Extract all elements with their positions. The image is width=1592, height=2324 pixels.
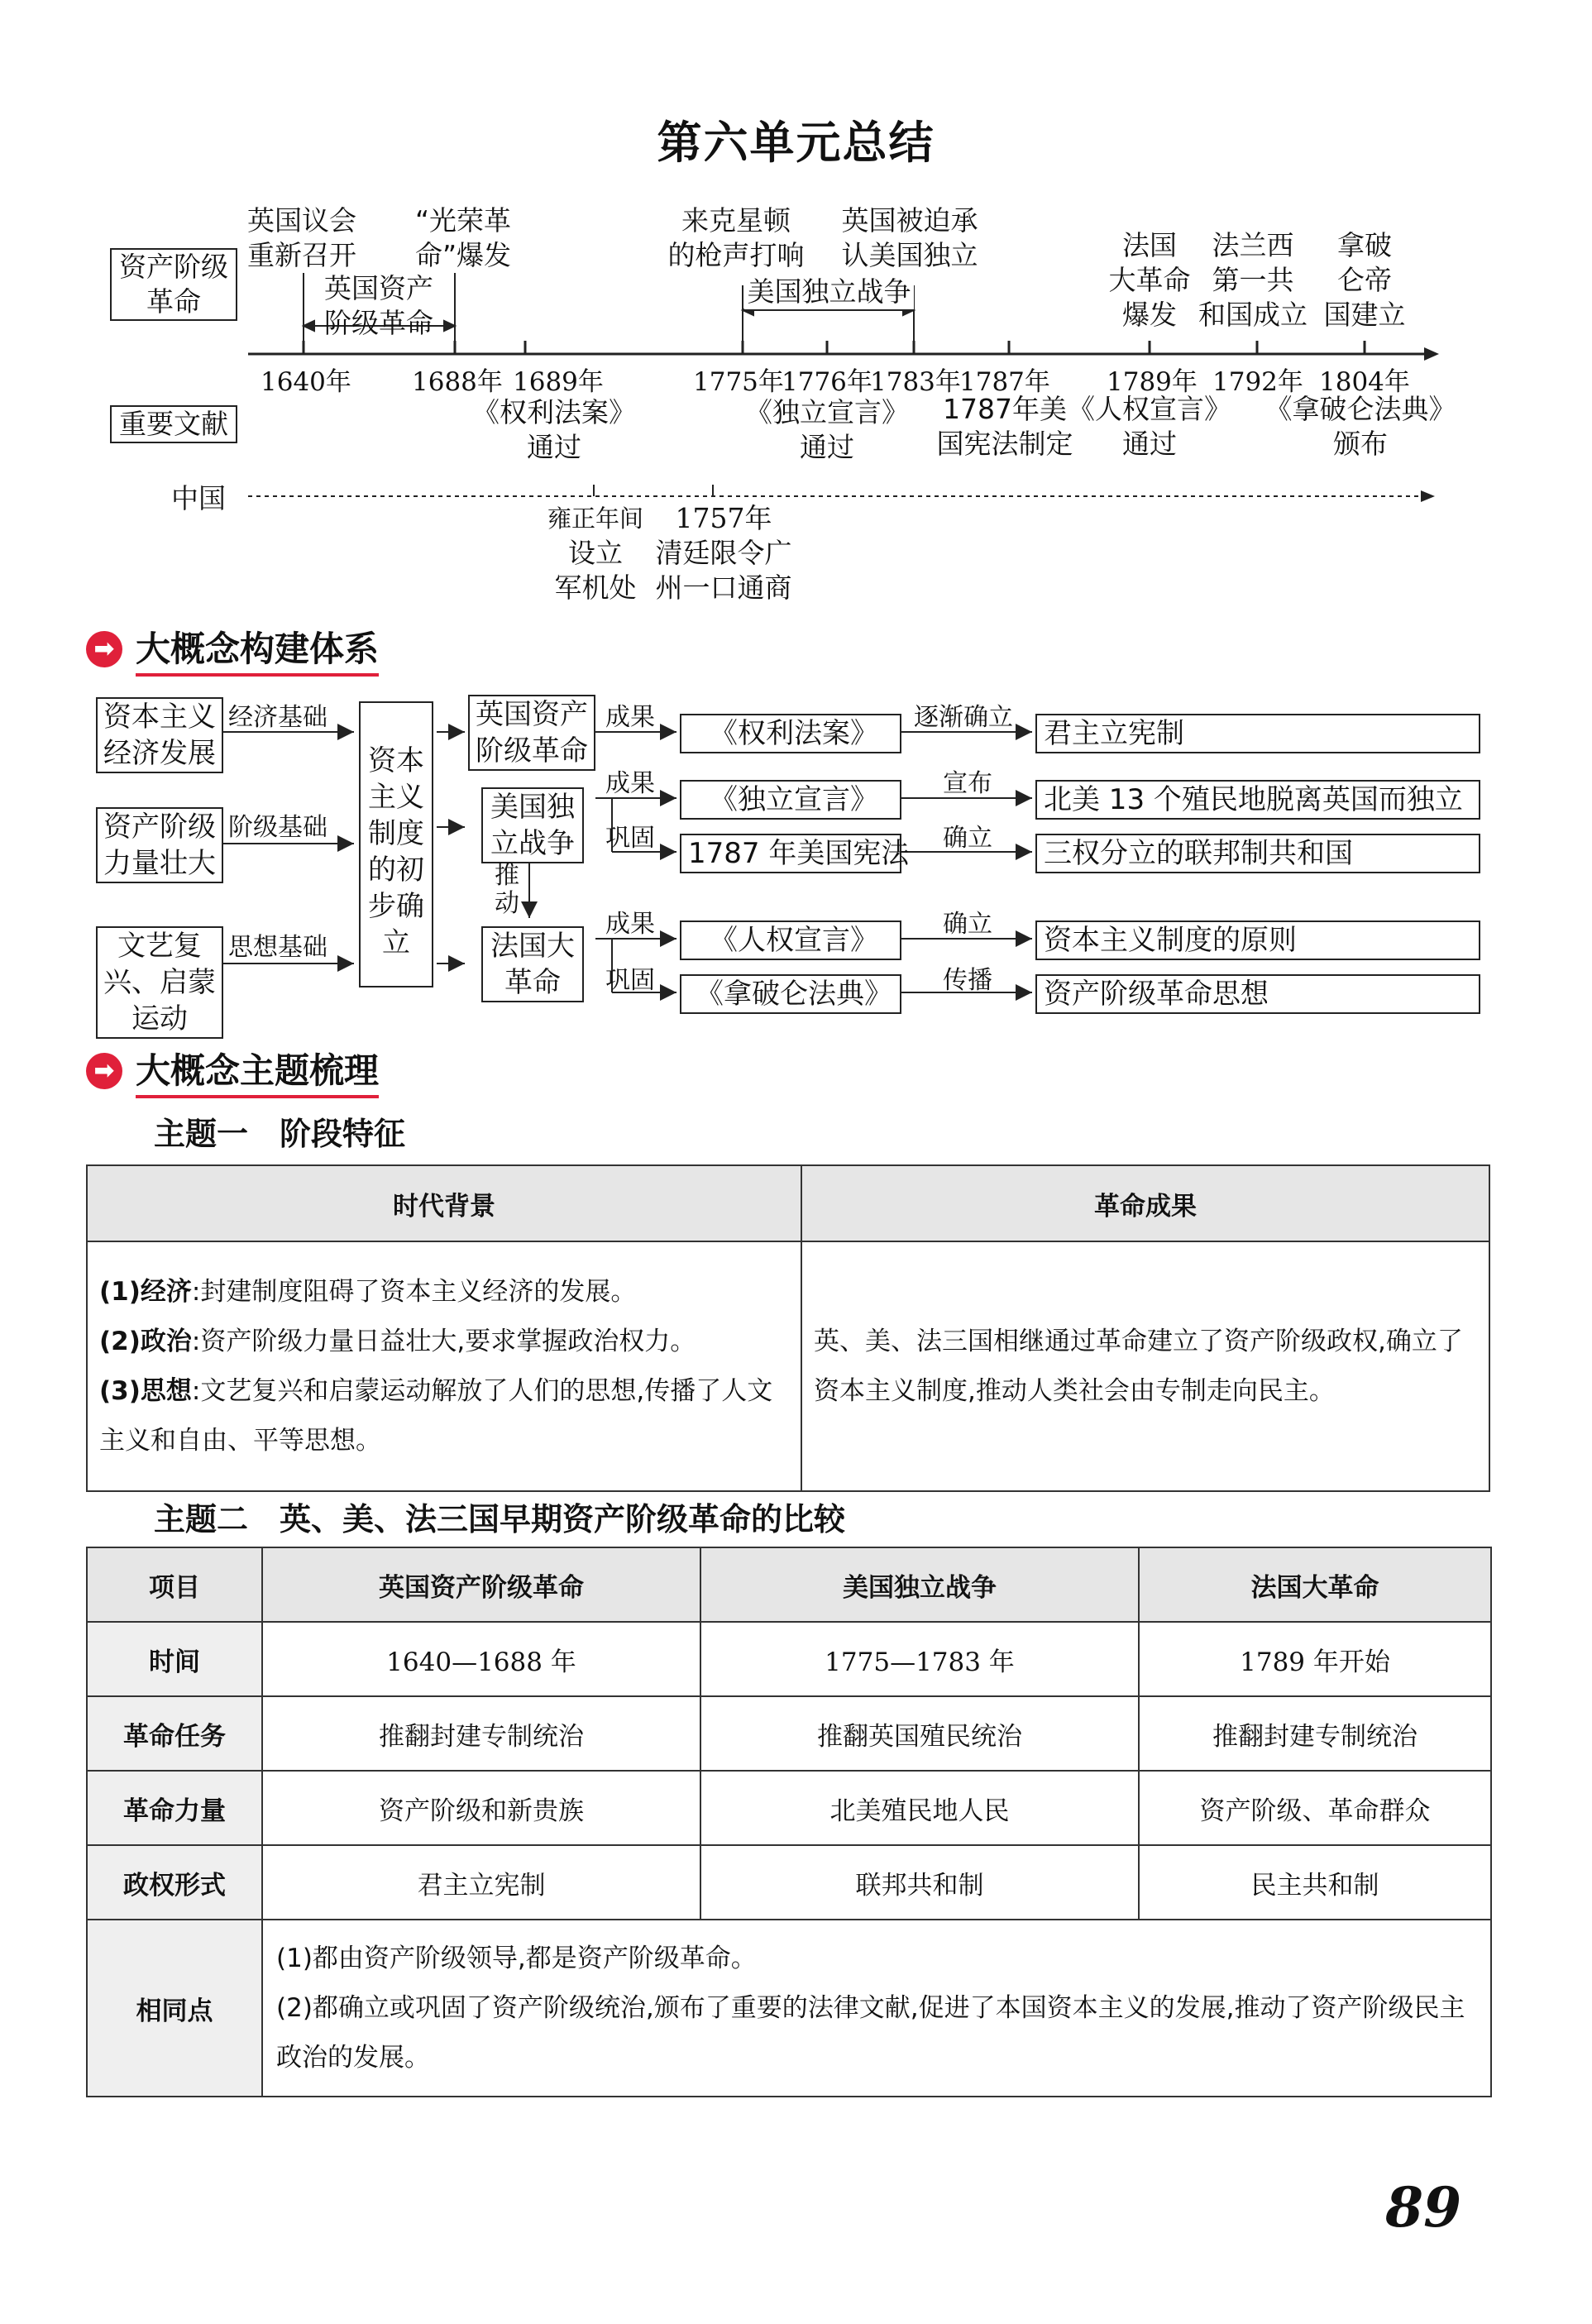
edge-established-2: 确立 bbox=[943, 910, 992, 939]
t2-header-item: 项目 bbox=[87, 1547, 262, 1622]
event-napoleon-empire: 拿破 仑帝 国建立 bbox=[1323, 229, 1406, 331]
t1-item-politics: (2)政治:资产阶级力量日益壮大,要求掌握政治权力。 bbox=[99, 1327, 696, 1356]
china-event-grand-council: 雍正年间 设立 军机处 bbox=[547, 504, 643, 604]
t2-header-american: 美国独立战争 bbox=[700, 1547, 1139, 1622]
t1-result-cell: 英、美、法三国相继通过革命建立了资产阶级政权,确立了资本主义制度,推动人类社会由专制走向民主。 bbox=[801, 1241, 1489, 1491]
concept-doc-bill-of-rights: 《权利法案》 bbox=[680, 714, 901, 753]
concept-left-class: 资产阶级力量壮大 bbox=[96, 807, 223, 883]
table-row: 政权形式 君主立宪制 联邦共和制 民主共和制 bbox=[87, 1845, 1491, 1920]
edge-gradually-established: 逐渐确立 bbox=[914, 703, 1013, 732]
arrow-icon: ➡ bbox=[86, 631, 122, 667]
doc-us-constitution: 1787年美 国宪法制定 bbox=[936, 393, 1073, 460]
table-revolution-comparison bbox=[86, 1547, 1492, 2097]
t1-header-background: 时代背景 bbox=[87, 1165, 801, 1241]
table-row: 时间 1640—1688 年 1775—1783 年 1789 年开始 bbox=[87, 1622, 1491, 1696]
concept-left-thought: 文艺复兴、启蒙运动 bbox=[96, 926, 223, 1039]
concept-doc-us-constitution: 1787 年美国宪法 bbox=[680, 834, 901, 873]
event-lexington: 来克星顿 的枪声打响 bbox=[667, 204, 805, 271]
year-1787: 1787年 bbox=[959, 367, 1050, 397]
year-1783: 1783年 bbox=[870, 367, 961, 397]
label-class-basis: 阶级基础 bbox=[228, 813, 327, 842]
edge-spread: 传播 bbox=[943, 966, 992, 995]
span-american-war: 美国独立战争 bbox=[744, 275, 914, 309]
t1-item-economy: (1)经济:封建制度阻碍了资本主义经济的发展。 bbox=[99, 1277, 637, 1307]
year-1775: 1775年 bbox=[693, 367, 784, 397]
concept-doc-napoleonic-code: 《拿破仑法典》 bbox=[680, 974, 901, 1014]
table-row: 革命力量 资产阶级和新贵族 北美殖民地人民 资产阶级、革命群众 bbox=[87, 1771, 1491, 1845]
event-glorious-revolution: “光荣革 命”爆发 bbox=[414, 204, 512, 271]
t2-header-english: 英国资产阶级革命 bbox=[262, 1547, 700, 1622]
event-first-republic: 法兰西 第一共 和国成立 bbox=[1198, 229, 1308, 331]
year-1776: 1776年 bbox=[782, 367, 872, 397]
edge-declared: 宣布 bbox=[943, 769, 992, 798]
year-1789: 1789年 bbox=[1107, 367, 1198, 397]
concept-arrows bbox=[0, 0, 1592, 1042]
concept-doc-declaration: 《独立宣言》 bbox=[680, 780, 901, 820]
doc-napoleonic-code: 《拿破仑法典》 颁布 bbox=[1265, 393, 1456, 460]
label-economic-basis: 经济基础 bbox=[228, 703, 327, 732]
concept-left-economy: 资本主义经济发展 bbox=[96, 697, 223, 773]
arrow-icon: ➡ bbox=[86, 1053, 122, 1089]
year-1792: 1792年 bbox=[1212, 367, 1303, 397]
edge-result-2: 成果 bbox=[605, 769, 655, 798]
concept-mid-english: 英国资产阶级革命 bbox=[468, 695, 595, 771]
topic-one-title: 主题一 阶段特征 bbox=[154, 1116, 406, 1152]
topic-two-title: 主题二 英、美、法三国早期资产阶级革命的比较 bbox=[154, 1501, 846, 1537]
concept-result-constitutional-monarchy: 君主立宪制 bbox=[1035, 714, 1480, 753]
timeline-label-documents: 重要文献 bbox=[110, 405, 237, 443]
edge-result-1: 成果 bbox=[605, 703, 655, 732]
event-britain-recognizes-us: 英国被迫承 认美国独立 bbox=[841, 204, 978, 271]
label-thought-basis: 思想基础 bbox=[228, 933, 327, 962]
t2-header-french: 法国大革命 bbox=[1139, 1547, 1491, 1622]
doc-bill-of-rights: 《权利法案》 通过 bbox=[472, 396, 636, 463]
concept-result-federal-republic: 三权分立的联邦制共和国 bbox=[1035, 834, 1480, 873]
timeline-label-china: 中国 bbox=[171, 482, 226, 514]
t1-header-result: 革命成果 bbox=[801, 1165, 1489, 1241]
event-england-parliament: 英国议会 重新召开 bbox=[247, 204, 356, 271]
concept-center-box: 资本主义制度的初步确立 bbox=[359, 701, 433, 987]
table-row: 相同点 (1)都由资产阶级领导,都是资产阶级革命。 (2)都确立或巩固了资产阶级统治,颁布了重要的法律文献,促进了本国资本主义的发展,推动了资产阶级民主政治的发展。 bbox=[87, 1920, 1491, 2097]
section-concept-heading: ➡ 大概念构建体系 bbox=[86, 622, 379, 677]
span-english-revolution: 英国资产 阶级革命 bbox=[324, 272, 433, 339]
concept-result-revolutionary-thought: 资产阶级革命思想 bbox=[1035, 974, 1480, 1014]
concept-doc-rights-of-man: 《人权宣言》 bbox=[680, 921, 901, 960]
concept-mid-american: 美国独立战争 bbox=[481, 787, 584, 863]
table-row: 革命任务 推翻封建专制统治 推翻英国殖民统治 推翻封建专制统治 bbox=[87, 1696, 1491, 1771]
concept-mid-french: 法国大革命 bbox=[481, 926, 584, 1002]
label-push: 推动 bbox=[495, 861, 519, 918]
doc-declaration-independence: 《独立宣言》 通过 bbox=[745, 396, 909, 463]
t2-common-points: (1)都由资产阶级领导,都是资产阶级革命。 (2)都确立或巩固了资产阶级统治,颁布了重要的法律文献,促进了本国资本主义的发展,推动了资产阶级民主政治的发展。 bbox=[262, 1920, 1491, 2097]
year-1640: 1640年 bbox=[261, 367, 351, 397]
t1-item-thought: (3)思想:文艺复兴和启蒙运动解放了人们的思想,传播了人文主义和自由、平等思想。 bbox=[99, 1376, 773, 1456]
edge-result-3: 成果 bbox=[605, 910, 655, 939]
page-number: 89 bbox=[1385, 2175, 1461, 2240]
year-1689: 1689年 bbox=[513, 367, 604, 397]
year-1804: 1804年 bbox=[1319, 367, 1410, 397]
table-stage-features bbox=[86, 1164, 1490, 1492]
t1-background-cell bbox=[87, 1241, 801, 1491]
edge-established-1: 确立 bbox=[943, 824, 992, 853]
year-1688: 1688年 bbox=[412, 367, 503, 397]
page-title: 第六单元总结 bbox=[657, 117, 935, 169]
china-event-canton-trade: 1757年 清廷限令广 州一口通商 bbox=[655, 502, 792, 604]
section-theme-heading: ➡ 大概念主题梳理 bbox=[86, 1044, 379, 1098]
timeline-label-revolution: 资产阶级革命 bbox=[110, 248, 237, 321]
event-french-revolution: 法国 大革命 爆发 bbox=[1108, 229, 1191, 331]
edge-consolidate-1: 巩固 bbox=[605, 824, 655, 853]
doc-rights-of-man: 《人权宣言》 通过 bbox=[1068, 393, 1231, 460]
edge-consolidate-2: 巩固 bbox=[605, 966, 655, 995]
concept-result-capitalist-principle: 资本主义制度的原则 bbox=[1035, 921, 1480, 960]
concept-result-independence: 北美 13 个殖民地脱离英国而独立 bbox=[1035, 780, 1480, 820]
